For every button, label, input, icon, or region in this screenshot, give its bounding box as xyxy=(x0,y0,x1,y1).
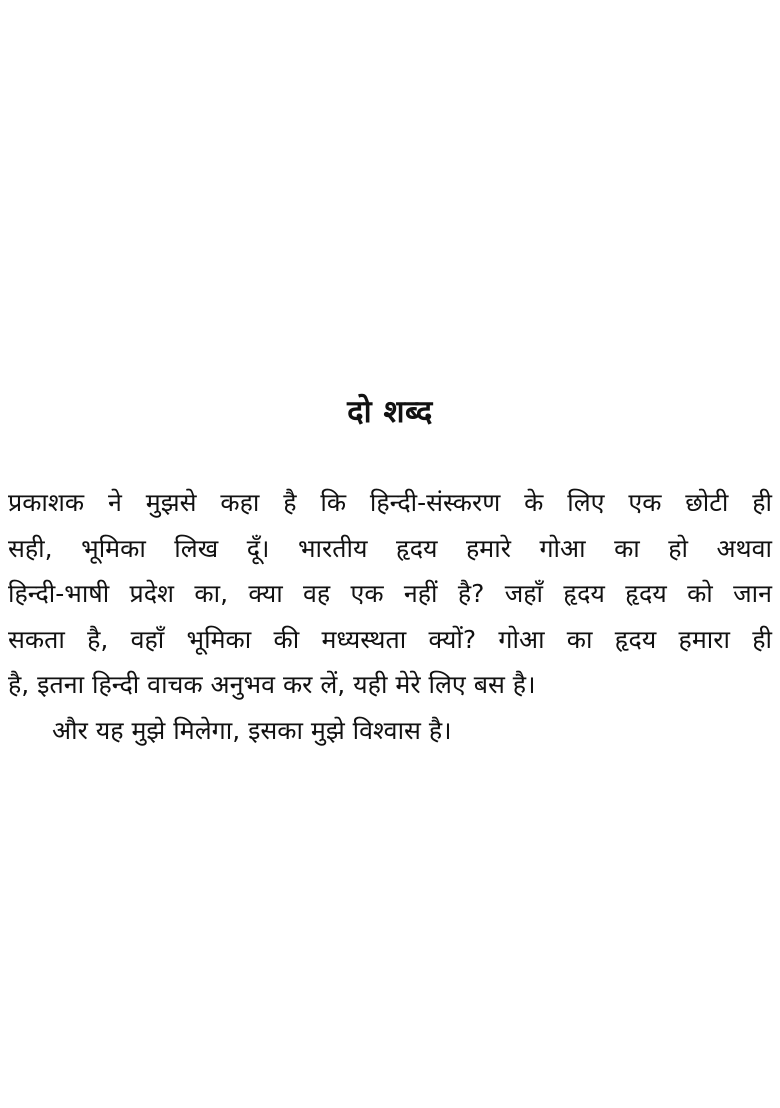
text-line: हिन्दी-भाषी प्रदेश का, क्या वह एक नहीं है? जहाँ हृदय हृदय को जान xyxy=(8,579,772,608)
paragraph-1 xyxy=(8,480,772,708)
text-line: प्रकाशक ने मुझसे कहा है कि हिन्दी-संस्करण के लिए एक छोटी ही xyxy=(8,488,772,517)
page-title: दो शब्द xyxy=(347,394,433,430)
text-line: है, इतना हिन्दी वाचक अनुभव कर लें, यही मेरे लिए बस है। xyxy=(8,670,536,699)
body-text xyxy=(8,480,772,753)
text-line: और यह मुझे मिलेगा, इसका मुझे विश्वास है। xyxy=(52,715,452,745)
text-line: सही, भूमिका लिख दूँ। भारतीय हृदय हमारे गोआ का हो अथवा xyxy=(8,533,772,563)
paragraph-2 xyxy=(8,708,772,754)
text-line: सकता है, वहाँ भूमिका की मध्यस्थता क्यों? गोआ का हृदय हमारा ही xyxy=(8,624,772,654)
